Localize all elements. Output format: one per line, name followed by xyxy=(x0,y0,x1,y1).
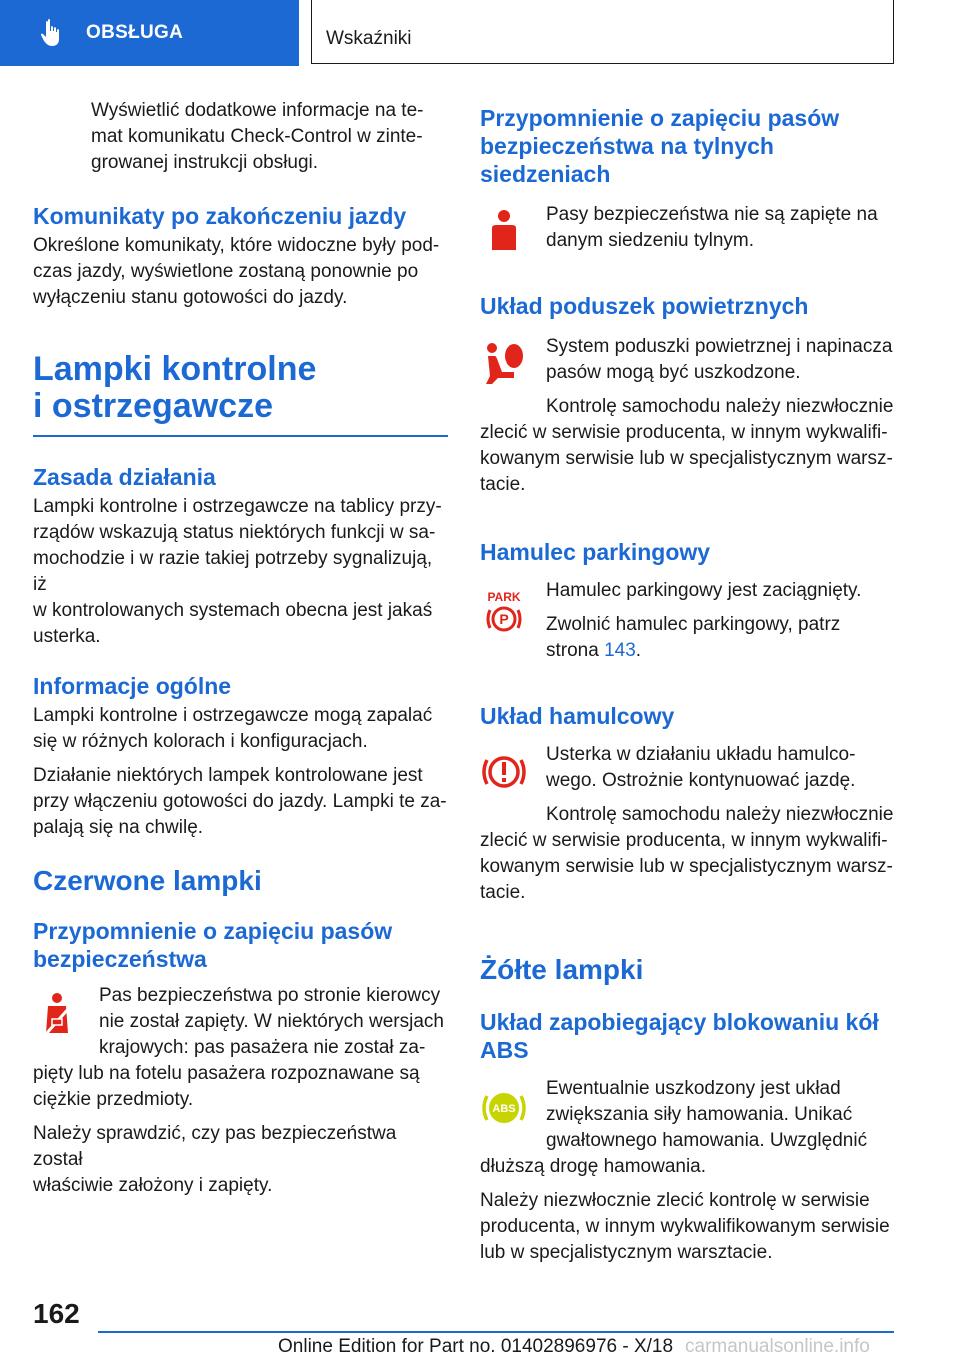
rear-seatbelt-warning xyxy=(480,202,896,254)
seatbelt-text-2: Należy sprawdzić, czy pas bezpieczeństwa został właściwie założony i zapięty. xyxy=(33,1122,397,1196)
airbag-text-1: System poduszki powietrznej i napinacza pasów mogą być uszkodzone. xyxy=(546,336,893,383)
footer-divider xyxy=(98,1331,894,1333)
airbag-icon xyxy=(480,340,528,388)
general-text-1: Lampki kontrolne i ostrzegawcze mogą zapalać się w różnych kolorach i konfiguracjach. xyxy=(33,704,433,752)
abs-text-continued: dłuższą drogę hamowania. xyxy=(480,1156,707,1177)
page-reference-link[interactable]: 143 xyxy=(604,640,636,661)
general-text-2: Działanie niektórych lampek kontrolowane jest przy włączeniu gotowości do jazdy. Lampki te za- palają się na chwilę. xyxy=(33,764,447,838)
chapter-heading: Lampki kontrolne i ostrzegawcze xyxy=(33,350,317,425)
parking-brake-warning xyxy=(480,578,896,664)
airbag-warning xyxy=(480,334,896,498)
brake-system-warning xyxy=(480,742,896,906)
right-column xyxy=(480,104,896,1266)
heading-principle: Zasada działania xyxy=(33,463,216,490)
seatbelt-warning xyxy=(33,983,448,1113)
watermark: carmanualsonline.info xyxy=(685,1336,870,1357)
edition-text: Online Edition for Part no. 01402896976 - X/18 xyxy=(278,1336,674,1357)
abs-warning-icon xyxy=(480,1084,528,1132)
abs-warning xyxy=(480,1076,896,1180)
svg-text:PARK: PARK xyxy=(487,590,521,604)
after-drive-text: Określone komunikaty, które widoczne były pod- czas jazdy, wyświetlone zostaną ponownie po wyłączeniu stanu gotowości do jazdy. xyxy=(33,235,440,308)
heading-divider xyxy=(33,435,448,437)
rear-seatbelt-icon xyxy=(480,206,528,254)
seatbelt-text-continued: pięty lub na fotelu pasażera rozpoznawane są ciężkie przedmioty. xyxy=(33,1062,420,1110)
heading-general: Informacje ogólne xyxy=(33,672,232,699)
intro-text: Wyświetlić dodatkowe informacje na te- mat komunikatu Check-Control w zinte- growanej instrukcji obsługi. xyxy=(91,100,424,173)
abs-text: Ewentualnie uszkodzony jest układ zwiększania siły hamowania. Unikać gwałtownego hamowania. Uwzględnić xyxy=(546,1078,868,1151)
chapter-header xyxy=(311,0,894,64)
airbag-text-2-continued: zlecić w serwisie producenta, w innym wykwalifi- kowanym serwisie lub w specjalistycznym warsz- tacie. xyxy=(480,422,893,495)
heading-abs: Układ zapobiegający blokowaniu kół ABS xyxy=(480,1009,879,1063)
rear-seatbelt-text: Pasy bezpieczeństwa nie są zapięte na danym siedzeniu tylnym. xyxy=(546,204,878,251)
parking-brake-text-1: Hamulec parkingowy jest zaciągnięty. xyxy=(546,580,862,601)
airbag-text-2: Kontrolę samochodu należy niezwłocznie xyxy=(546,396,894,417)
brake-text-2: Kontrolę samochodu należy niezwłocznie xyxy=(546,804,894,825)
heading-yellow-lamps: Żółte lampki xyxy=(480,954,644,985)
brake-warning-icon xyxy=(480,748,528,796)
hand-touch-icon xyxy=(40,18,64,48)
seatbelt-warning-icon xyxy=(33,991,81,1039)
heading-airbag: Układ poduszek powietrznych xyxy=(480,293,809,319)
abs-text-2: Należy niezwłocznie zlecić kontrolę w serwisie producenta, w innym wykwalifikowanym serwisie lub w specjalistycznym warsztacie. xyxy=(480,1190,890,1263)
svg-text:ABS: ABS xyxy=(492,1103,516,1115)
section-label: OBSŁUGA xyxy=(86,22,184,43)
heading-red-lamps: Czerwone lampki xyxy=(33,864,262,896)
svg-text:P: P xyxy=(499,611,509,627)
heading-brake-system: Układ hamulcowy xyxy=(480,703,675,729)
heading-parking-brake: Hamulec parkingowy xyxy=(480,539,711,565)
principle-text: Lampki kontrolne i ostrzegawcze na tablicy przy- rządów wskazują status niektórych funkcji w sa- mochodzie i w razie takiej potrzeby sygnalizują, iż w kontrolowanych systemach obecna jest jakaś usterka. xyxy=(33,495,442,647)
parking-brake-icon xyxy=(480,588,528,636)
page-title: Wskaźniki xyxy=(326,28,412,49)
brake-text-2-continued: zlecić w serwisie producenta, w innym wykwalifi- kowanym serwisie lub w specjalistycznym warsz- tacie. xyxy=(480,830,893,903)
parking-brake-text-2: Zwolnić hamulec parkingowy, patrz strona 143. xyxy=(546,614,841,661)
brake-text-1: Usterka w działaniu układu hamulco- wego. Ostrożnie kontynuować jazdę. xyxy=(546,744,856,791)
heading-after-drive: Komunikaty po zakończeniu jazdy xyxy=(33,203,407,229)
section-tab[interactable] xyxy=(0,0,299,66)
heading-rear-seatbelt: Przypomnienie o zapięciu pasów bezpieczeństwa na tylnych siedzeniach xyxy=(480,105,840,187)
page-number: 162 xyxy=(33,1298,80,1329)
heading-seatbelt: Przypomnienie o zapięciu pasów bezpieczeństwa xyxy=(33,917,393,972)
seatbelt-text: Pas bezpieczeństwa po stronie kierowcy nie został zapięty. W niektórych wersjach krajowych: pas pasażera nie został za- xyxy=(99,984,444,1058)
left-column xyxy=(33,98,448,1199)
